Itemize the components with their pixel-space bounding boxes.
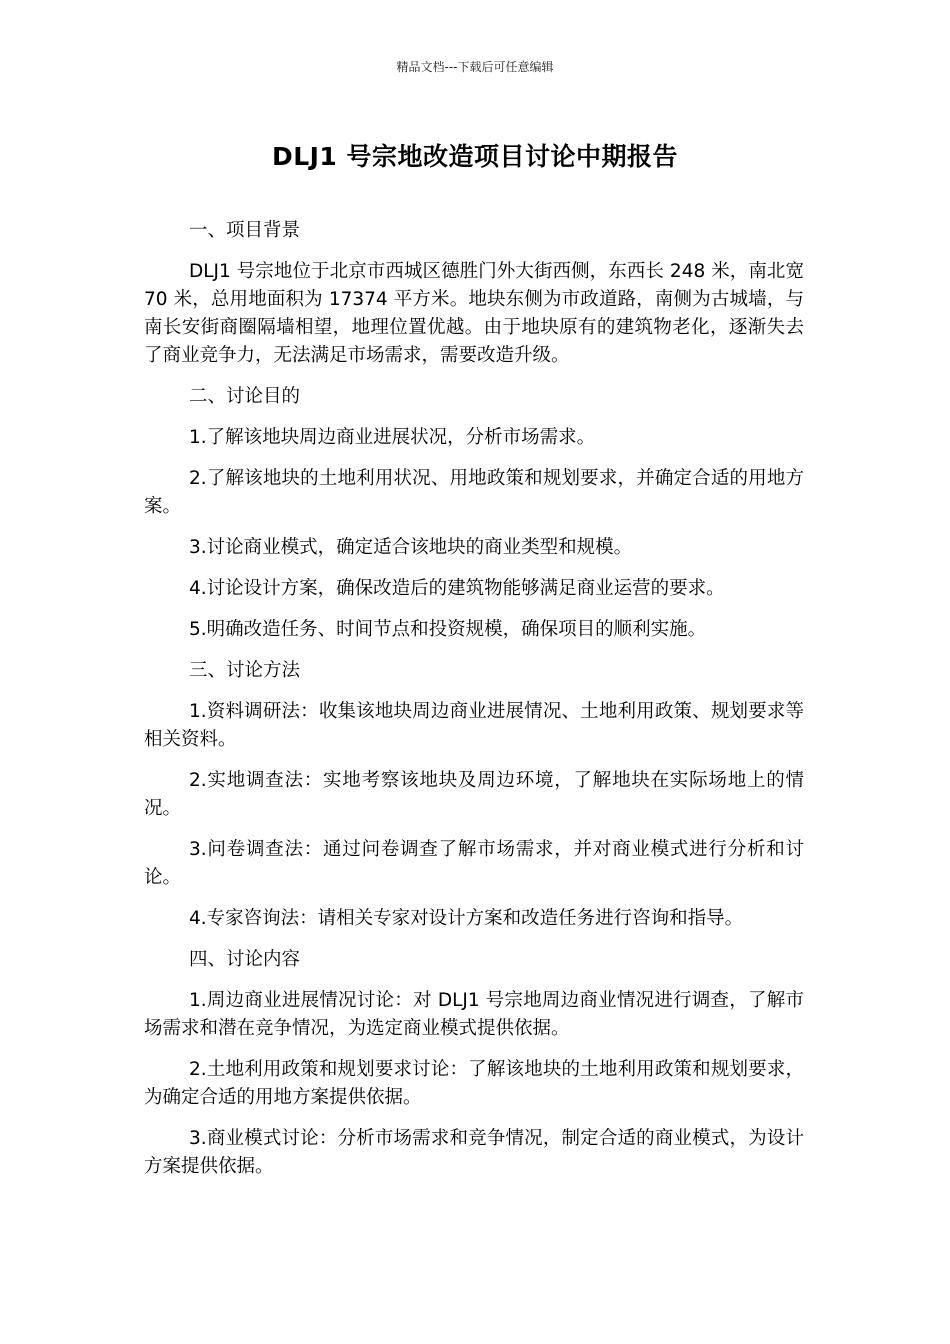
- list-item: 4.专家咨询法：请相关专家对设计方案和改造任务进行咨询和指导。: [189, 908, 744, 929]
- header-note: 精品文档---下载后可任意编辑: [396, 60, 554, 74]
- document-body: [144, 217, 804, 1194]
- list-item: 2.了解该地块的土地利用状况、用地政策和规划要求，并确定合适的用地方案。: [144, 468, 804, 517]
- list-item: 2.实地调查法：实地考察该地块及周边环境，了解地块在实际场地上的情况。: [144, 770, 804, 819]
- section-heading: 一、项目背景: [189, 220, 301, 241]
- section-heading: 二、讨论目的: [189, 386, 301, 407]
- list-item: 1.周边商业进展情况讨论：对 DLJ1 号宗地周边商业情况进行调查，了解市场需求和潜在竞争情况，为选定商业模式提供依据。: [144, 990, 804, 1039]
- section-purpose: [144, 383, 804, 644]
- section-heading: 三、讨论方法: [189, 660, 301, 681]
- list-item: 1.资料调研法：收集该地块周边商业进展情况、土地利用政策、规划要求等相关资料。: [144, 701, 804, 750]
- paragraph: DLJ1 号宗地位于北京市西城区德胜门外大街西侧，东西长 248 米，南北宽 70 米，总用地面积为 17374 平方米。地块东侧为市政道路，南侧为古城墙，与南长安街商圈隔墙相望，地理位置优越。由于地块原有的建筑物老化，逐渐失去了商业竞争力，无法满足市场需求，需要改造升级。: [144, 261, 804, 366]
- list-item: 1.了解该地块周边商业进展状况，分析市场需求。: [189, 427, 596, 448]
- list-item: 2.土地利用政策和规划要求讨论：了解该地块的土地利用政策和规划要求，为确定合适的用地方案提供依据。: [144, 1059, 804, 1108]
- list-item: 5.明确改造任务、时间节点和投资规模，确保项目的顺利实施。: [189, 619, 707, 640]
- list-item: 3.讨论商业模式，确定适合该地块的商业类型和规模。: [189, 537, 633, 558]
- document-title: DLJ1 号宗地改造项目讨论中期报告: [271, 142, 679, 171]
- section-methods: [144, 657, 804, 933]
- section-background: [144, 217, 804, 370]
- list-item: 3.问卷调查法：通过问卷调查了解市场需求，并对商业模式进行分析和讨论。: [144, 839, 804, 888]
- section-heading: 四、讨论内容: [189, 949, 301, 970]
- section-content: [144, 946, 804, 1181]
- list-item: 4.讨论设计方案，确保改造后的建筑物能够满足商业运营的要求。: [189, 578, 725, 599]
- list-item: 3.商业模式讨论：分析市场需求和竞争情况，制定合适的商业模式，为设计方案提供依据。: [144, 1128, 804, 1177]
